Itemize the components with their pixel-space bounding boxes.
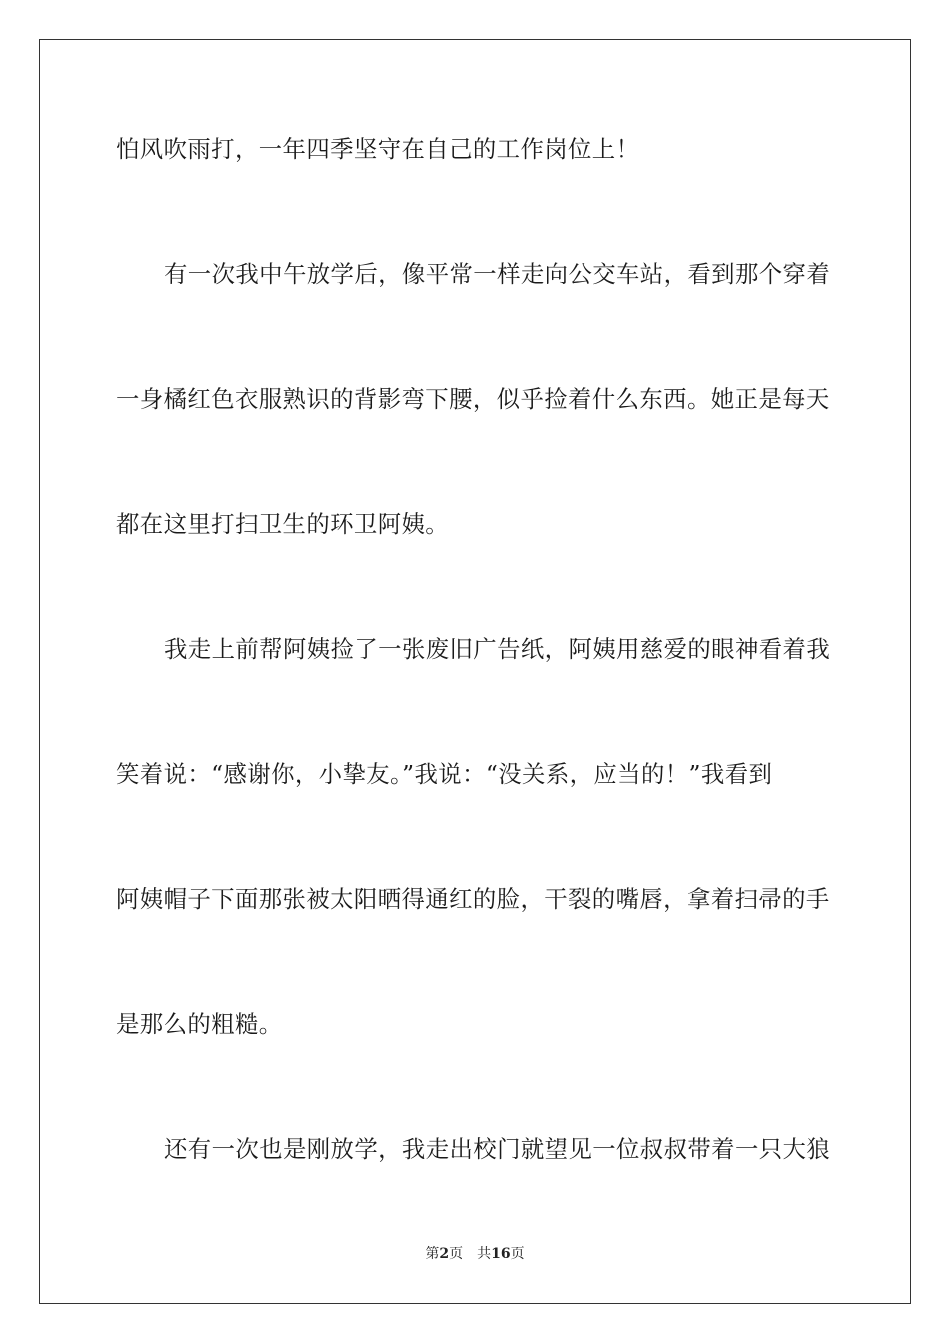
text-line: 笑着说：“感谢你，小挚友。”我说：“没关系，应当的！”我看到 (116, 760, 773, 788)
text-line: 一身橘红色衣服熟识的背影弯下腰，似乎捡着什么东西。她正是每天 (116, 385, 830, 413)
page-footer (0, 1245, 950, 1263)
text-line: 都在这里打扫卫生的环卫阿姨。 (116, 510, 450, 538)
paragraph-start-line: 有一次我中午放学后，像平常一样走向公交车站，看到那个穿着 (164, 260, 831, 288)
page-indicator: 第2页 (425, 1246, 464, 1262)
paragraph-start-line: 还有一次也是刚放学，我走出校门就望见一位叔叔带着一只大狼 (164, 1135, 831, 1163)
total-pages-number: 16 (491, 1246, 511, 1262)
paragraph-start-line: 我走上前帮阿姨捡了一张废旧广告纸，阿姨用慈爱的眼神看着我 (164, 635, 831, 663)
current-page-number: 2 (439, 1246, 450, 1262)
text-line: 怕风吹雨打，一年四季坚守在自己的工作岗位上！ (116, 135, 640, 163)
text-line: 阿姨帽子下面那张被太阳晒得通红的脸，干裂的嘴唇，拿着扫帚的手 (116, 885, 830, 913)
text-line: 是那么的粗糙。 (116, 1010, 283, 1038)
page-border (39, 39, 911, 1304)
total-pages-indicator: 共16页 (477, 1246, 525, 1262)
